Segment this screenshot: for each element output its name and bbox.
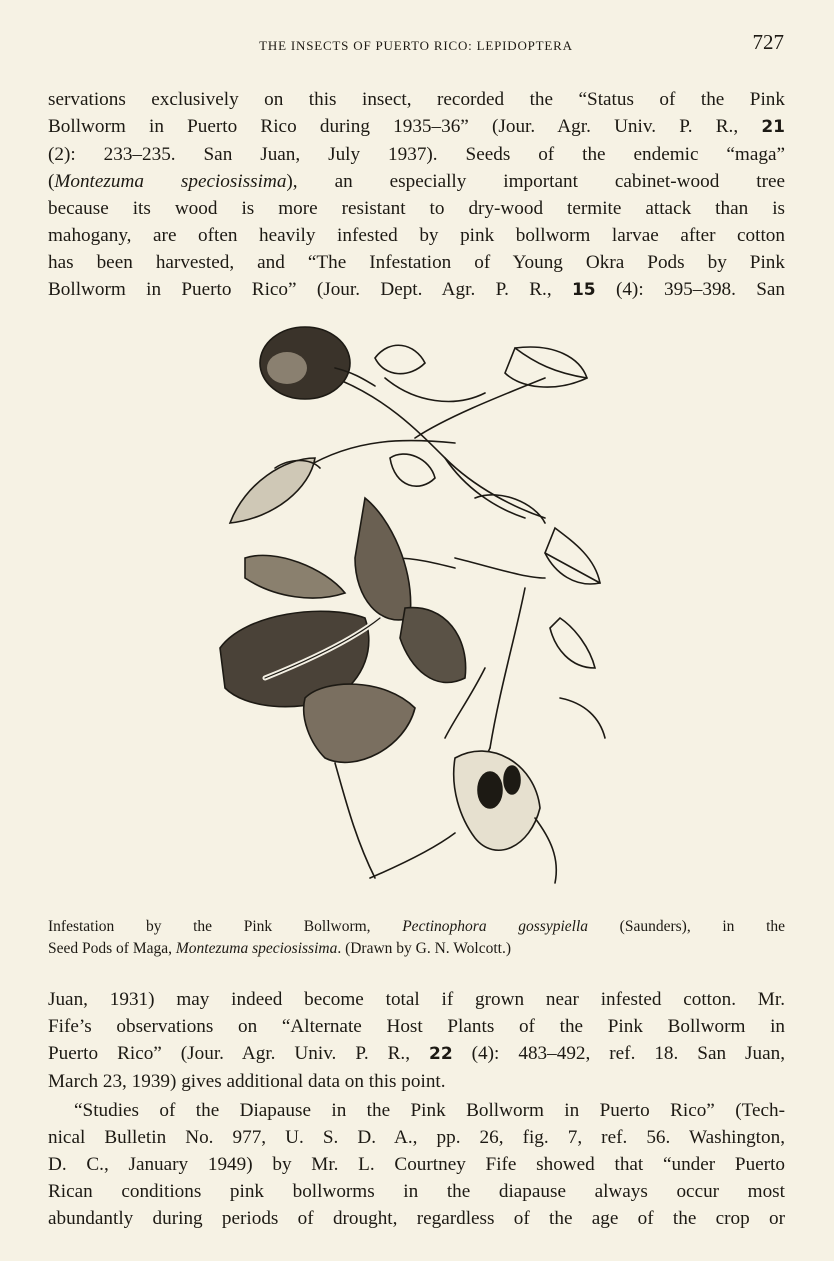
text-line: Rican conditions pink bollworms in the diapause always occur most [48,1181,785,1202]
volume-number: 21 [761,117,785,137]
seed [504,766,520,794]
text-line: Bollworm in Puerto Rico” (Jour. Dept. Agr. P. R., 15 (4): 395–398. San [48,279,786,300]
paragraph-alternate-hosts [48,986,785,1095]
page-number: 727 [752,30,784,54]
stem [335,378,545,518]
running-title: THE INSECTS OF PUERTO RICO: LEPIDOPTERA [259,38,573,53]
text-line: mahogany, are often heavily infested by pink bollworm larvae after cotton [48,225,785,246]
stem [455,558,545,578]
text-line: Fife’s observations on “Alternate Host Plants of the Pink Bollworm in [48,1016,785,1037]
volume-number: 22 [429,1044,453,1064]
leaf [390,454,435,486]
maga-plant-drawing [215,318,620,893]
flower-petal [400,608,466,683]
paragraph-diapause-studies [48,1097,785,1232]
figure-maga-illustration [215,318,620,893]
caption-line: Seed Pods of Maga, Montezuma speciosissima. (Drawn by G. N. Wolcott.) [48,940,511,957]
species-name: Montezuma speciosissima [54,171,287,192]
flower-petal [355,498,411,620]
leaf [375,345,425,373]
species-name: Pectinophora gossypiella [402,918,588,935]
text-line: Bollworm in Puerto Rico during 1935–36” (Jour. Agr. Univ. P. R., 21 [48,116,785,137]
stem [445,458,525,518]
leaf [550,618,595,668]
stem [490,588,525,748]
text-line: (Montezuma speciosissima), an especially important cabinet-wood tree [48,171,786,192]
seed [478,772,502,808]
caption-line: Infestation by the Pink Bollworm, Pectinophora gossypiella (Saunders), in the [48,918,786,935]
text-line: nical Bulletin No. 977, U. S. D. A., pp. 26, fig. 7, ref. 56. Washington, [48,1127,785,1148]
text-line: Juan, 1931) may indeed become total if grown near infested cotton. Mr. [48,989,785,1010]
text-line: March 23, 1939) gives additional data on this point. [48,1071,446,1092]
text-line: (2): 233–235. San Juan, July 1937). Seeds of the endemic “maga” [48,144,785,165]
flower-petal [245,555,345,598]
species-name: Montezuma speciosissima [175,940,338,957]
figure-caption [48,916,785,960]
running-head [48,30,784,60]
text-line: “Studies of the Diapause in the Pink Bollworm in Puerto Rico” (Tech- [74,1100,785,1121]
text-line: Puerto Rico” (Jour. Agr. Univ. P. R., 22 (4): 483–492, ref. 18. San Juan, [48,1043,786,1064]
text-line: has been harvested, and “The Infestation of Young Okra Pods by Pink [48,252,785,273]
text-line: servations exclusively on this insect, recorded the “Status of the Pink [48,89,785,110]
paragraph-status-pink-bollworm [48,86,785,304]
flower-petal [304,684,415,762]
stem [415,378,545,438]
text-line: D. C., January 1949) by Mr. L. Courtney Fife showed that “under Puerto [48,1154,785,1175]
volume-number: 15 [571,280,596,300]
text-line: abundantly during periods of drought, regardless of the age of the crop or [48,1208,785,1229]
leaf [545,528,600,584]
flower-bud [230,458,315,523]
text-line: because its wood is more resistant to dry-wood termite attack than is [48,198,785,219]
